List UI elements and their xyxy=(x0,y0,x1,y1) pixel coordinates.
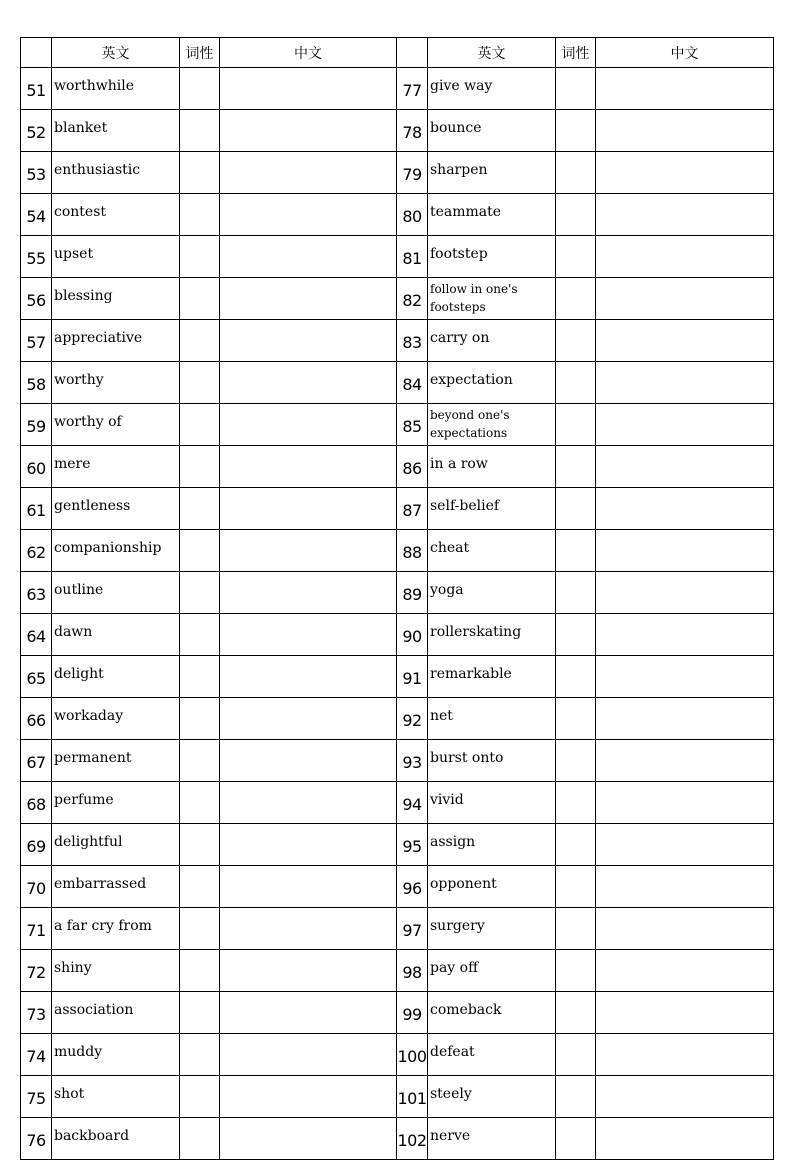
table-row xyxy=(21,1034,774,1076)
english-word: yoga xyxy=(428,572,556,614)
pos-blank[interactable] xyxy=(556,488,596,530)
english-word: rollerskating xyxy=(428,614,556,656)
pos-blank[interactable] xyxy=(180,824,220,866)
chinese-blank[interactable] xyxy=(220,866,397,908)
item-number: 94 xyxy=(397,782,428,824)
chinese-blank[interactable] xyxy=(596,320,774,362)
english-word: delightful xyxy=(52,824,180,866)
chinese-blank[interactable] xyxy=(596,614,774,656)
english-word: opponent xyxy=(428,866,556,908)
chinese-blank[interactable] xyxy=(596,152,774,194)
table-row xyxy=(21,656,774,698)
table-row xyxy=(21,320,774,362)
pos-blank[interactable] xyxy=(556,656,596,698)
pos-blank[interactable] xyxy=(180,446,220,488)
chinese-blank[interactable] xyxy=(596,950,774,992)
pos-blank[interactable] xyxy=(556,908,596,950)
header-number-right xyxy=(397,38,428,68)
chinese-blank[interactable] xyxy=(220,698,397,740)
english-word: sharpen xyxy=(428,152,556,194)
chinese-blank[interactable] xyxy=(596,656,774,698)
english-word: outline xyxy=(52,572,180,614)
english-word: delight xyxy=(52,656,180,698)
chinese-blank[interactable] xyxy=(220,278,397,320)
english-word: mere xyxy=(52,446,180,488)
pos-blank[interactable] xyxy=(180,320,220,362)
pos-blank[interactable] xyxy=(556,278,596,320)
table-row xyxy=(21,908,774,950)
english-word: carry on xyxy=(428,320,556,362)
english-word: bounce xyxy=(428,110,556,152)
chinese-blank[interactable] xyxy=(596,446,774,488)
chinese-blank[interactable] xyxy=(220,320,397,362)
pos-blank[interactable] xyxy=(556,320,596,362)
pos-blank[interactable] xyxy=(180,404,220,446)
english-word: permanent xyxy=(52,740,180,782)
pos-blank[interactable] xyxy=(180,236,220,278)
item-number: 66 xyxy=(21,698,52,740)
vocabulary-table xyxy=(20,37,774,1160)
pos-blank[interactable] xyxy=(556,1034,596,1076)
item-number: 53 xyxy=(21,152,52,194)
chinese-blank[interactable] xyxy=(596,488,774,530)
english-word: self-belief xyxy=(428,488,556,530)
item-number: 87 xyxy=(397,488,428,530)
item-number: 63 xyxy=(21,572,52,614)
chinese-blank[interactable] xyxy=(220,152,397,194)
item-number: 57 xyxy=(21,320,52,362)
item-number: 95 xyxy=(397,824,428,866)
chinese-blank[interactable] xyxy=(220,656,397,698)
english-word: muddy xyxy=(52,1034,180,1076)
chinese-blank[interactable] xyxy=(596,194,774,236)
english-word: steely xyxy=(428,1076,556,1118)
item-number: 102 xyxy=(397,1118,428,1160)
english-word: net xyxy=(428,698,556,740)
item-number: 75 xyxy=(21,1076,52,1118)
english-word: blessing xyxy=(52,278,180,320)
english-word: backboard xyxy=(52,1118,180,1160)
chinese-blank[interactable] xyxy=(220,740,397,782)
english-word: remarkable xyxy=(428,656,556,698)
item-number: 52 xyxy=(21,110,52,152)
item-number: 58 xyxy=(21,362,52,404)
table-row xyxy=(21,1076,774,1118)
chinese-blank[interactable] xyxy=(220,1076,397,1118)
item-number: 65 xyxy=(21,656,52,698)
table-row xyxy=(21,110,774,152)
pos-blank[interactable] xyxy=(180,908,220,950)
item-number: 101 xyxy=(397,1076,428,1118)
table-row xyxy=(21,446,774,488)
pos-blank[interactable] xyxy=(180,68,220,110)
chinese-blank[interactable] xyxy=(596,698,774,740)
pos-blank[interactable] xyxy=(556,824,596,866)
pos-blank[interactable] xyxy=(556,1076,596,1118)
item-number: 60 xyxy=(21,446,52,488)
item-number: 55 xyxy=(21,236,52,278)
english-word: a far cry from xyxy=(52,908,180,950)
english-word: worthy of xyxy=(52,404,180,446)
table-row xyxy=(21,824,774,866)
chinese-blank[interactable] xyxy=(596,1118,774,1160)
pos-blank[interactable] xyxy=(180,992,220,1034)
item-number: 73 xyxy=(21,992,52,1034)
pos-blank[interactable] xyxy=(556,236,596,278)
pos-blank[interactable] xyxy=(556,698,596,740)
pos-blank[interactable] xyxy=(556,572,596,614)
item-number: 67 xyxy=(21,740,52,782)
pos-blank[interactable] xyxy=(180,782,220,824)
english-word: follow in one's footsteps xyxy=(428,278,556,320)
header-english-left: 英文 xyxy=(52,38,180,68)
item-number: 56 xyxy=(21,278,52,320)
english-word: blanket xyxy=(52,110,180,152)
english-word: workaday xyxy=(52,698,180,740)
table-row xyxy=(21,68,774,110)
english-word: burst onto xyxy=(428,740,556,782)
chinese-blank[interactable] xyxy=(220,488,397,530)
pos-blank[interactable] xyxy=(180,866,220,908)
item-number: 51 xyxy=(21,68,52,110)
item-number: 62 xyxy=(21,530,52,572)
item-number: 89 xyxy=(397,572,428,614)
item-number: 71 xyxy=(21,908,52,950)
pos-blank[interactable] xyxy=(556,950,596,992)
table-row xyxy=(21,404,774,446)
header-pos-left: 词性 xyxy=(180,38,220,68)
english-word: dawn xyxy=(52,614,180,656)
item-number: 80 xyxy=(397,194,428,236)
english-word: upset xyxy=(52,236,180,278)
chinese-blank[interactable] xyxy=(220,824,397,866)
pos-blank[interactable] xyxy=(556,446,596,488)
pos-blank[interactable] xyxy=(180,698,220,740)
item-number: 61 xyxy=(21,488,52,530)
chinese-blank[interactable] xyxy=(220,236,397,278)
table-row xyxy=(21,194,774,236)
header-chinese-left: 中文 xyxy=(220,38,397,68)
pos-blank[interactable] xyxy=(180,152,220,194)
item-number: 96 xyxy=(397,866,428,908)
table-row xyxy=(21,488,774,530)
pos-blank[interactable] xyxy=(556,110,596,152)
chinese-blank[interactable] xyxy=(596,908,774,950)
english-word: embarrassed xyxy=(52,866,180,908)
chinese-blank[interactable] xyxy=(596,110,774,152)
pos-blank[interactable] xyxy=(180,950,220,992)
header-pos-right: 词性 xyxy=(556,38,596,68)
table-row xyxy=(21,614,774,656)
english-word: assign xyxy=(428,824,556,866)
chinese-blank[interactable] xyxy=(596,824,774,866)
pos-blank[interactable] xyxy=(180,614,220,656)
chinese-blank[interactable] xyxy=(596,1076,774,1118)
chinese-blank[interactable] xyxy=(596,992,774,1034)
item-number: 64 xyxy=(21,614,52,656)
pos-blank[interactable] xyxy=(556,152,596,194)
english-word: worthwhile xyxy=(52,68,180,110)
english-word: footstep xyxy=(428,236,556,278)
item-number: 81 xyxy=(397,236,428,278)
item-number: 84 xyxy=(397,362,428,404)
chinese-blank[interactable] xyxy=(596,782,774,824)
english-word: surgery xyxy=(428,908,556,950)
item-number: 68 xyxy=(21,782,52,824)
english-word: defeat xyxy=(428,1034,556,1076)
chinese-blank[interactable] xyxy=(220,908,397,950)
pos-blank[interactable] xyxy=(556,1118,596,1160)
pos-blank[interactable] xyxy=(556,614,596,656)
english-word: pay off xyxy=(428,950,556,992)
english-word: companionship xyxy=(52,530,180,572)
item-number: 59 xyxy=(21,404,52,446)
item-number: 72 xyxy=(21,950,52,992)
table-row xyxy=(21,1118,774,1160)
item-number: 76 xyxy=(21,1118,52,1160)
english-word: comeback xyxy=(428,992,556,1034)
chinese-blank[interactable] xyxy=(220,782,397,824)
pos-blank[interactable] xyxy=(180,194,220,236)
chinese-blank[interactable] xyxy=(220,950,397,992)
pos-blank[interactable] xyxy=(180,362,220,404)
chinese-blank[interactable] xyxy=(220,572,397,614)
pos-blank[interactable] xyxy=(556,194,596,236)
item-number: 69 xyxy=(21,824,52,866)
item-number: 83 xyxy=(397,320,428,362)
english-word: enthusiastic xyxy=(52,152,180,194)
item-number: 79 xyxy=(397,152,428,194)
item-number: 93 xyxy=(397,740,428,782)
chinese-blank[interactable] xyxy=(220,446,397,488)
header-row xyxy=(21,38,774,68)
chinese-blank[interactable] xyxy=(220,530,397,572)
table-row xyxy=(21,236,774,278)
pos-blank[interactable] xyxy=(180,110,220,152)
english-word: vivid xyxy=(428,782,556,824)
table-row xyxy=(21,866,774,908)
table-row xyxy=(21,992,774,1034)
english-word: give way xyxy=(428,68,556,110)
header-chinese-right: 中文 xyxy=(596,38,774,68)
english-word: shiny xyxy=(52,950,180,992)
pos-blank[interactable] xyxy=(556,362,596,404)
chinese-blank[interactable] xyxy=(220,362,397,404)
table-row xyxy=(21,740,774,782)
english-word: contest xyxy=(52,194,180,236)
item-number: 77 xyxy=(397,68,428,110)
item-number: 91 xyxy=(397,656,428,698)
pos-blank[interactable] xyxy=(180,530,220,572)
pos-blank[interactable] xyxy=(180,1034,220,1076)
item-number: 88 xyxy=(397,530,428,572)
chinese-blank[interactable] xyxy=(220,404,397,446)
chinese-blank[interactable] xyxy=(220,194,397,236)
english-word: gentleness xyxy=(52,488,180,530)
pos-blank[interactable] xyxy=(180,488,220,530)
chinese-blank[interactable] xyxy=(596,740,774,782)
english-word: worthy xyxy=(52,362,180,404)
item-number: 98 xyxy=(397,950,428,992)
item-number: 86 xyxy=(397,446,428,488)
pos-blank[interactable] xyxy=(556,404,596,446)
english-word: appreciative xyxy=(52,320,180,362)
chinese-blank[interactable] xyxy=(596,236,774,278)
item-number: 74 xyxy=(21,1034,52,1076)
english-word: shot xyxy=(52,1076,180,1118)
chinese-blank[interactable] xyxy=(220,68,397,110)
table-row xyxy=(21,530,774,572)
chinese-blank[interactable] xyxy=(596,68,774,110)
pos-blank[interactable] xyxy=(180,1118,220,1160)
chinese-blank[interactable] xyxy=(220,110,397,152)
table-row xyxy=(21,362,774,404)
chinese-blank[interactable] xyxy=(596,362,774,404)
english-word: teammate xyxy=(428,194,556,236)
pos-blank[interactable] xyxy=(180,740,220,782)
pos-blank[interactable] xyxy=(556,782,596,824)
item-number: 70 xyxy=(21,866,52,908)
english-word: association xyxy=(52,992,180,1034)
english-word: beyond one's expectations xyxy=(428,404,556,446)
item-number: 90 xyxy=(397,614,428,656)
item-number: 92 xyxy=(397,698,428,740)
chinese-blank[interactable] xyxy=(596,1034,774,1076)
chinese-blank[interactable] xyxy=(596,404,774,446)
english-word: in a row xyxy=(428,446,556,488)
chinese-blank[interactable] xyxy=(596,866,774,908)
pos-blank[interactable] xyxy=(180,1076,220,1118)
table-row xyxy=(21,950,774,992)
english-word: nerve xyxy=(428,1118,556,1160)
pos-blank[interactable] xyxy=(556,530,596,572)
chinese-blank[interactable] xyxy=(596,530,774,572)
chinese-blank[interactable] xyxy=(220,1034,397,1076)
pos-blank[interactable] xyxy=(180,656,220,698)
item-number: 100 xyxy=(397,1034,428,1076)
item-number: 54 xyxy=(21,194,52,236)
chinese-blank[interactable] xyxy=(596,278,774,320)
pos-blank[interactable] xyxy=(556,68,596,110)
item-number: 97 xyxy=(397,908,428,950)
table-row xyxy=(21,782,774,824)
table-row xyxy=(21,698,774,740)
table-row xyxy=(21,152,774,194)
english-word: expectation xyxy=(428,362,556,404)
table-row xyxy=(21,278,774,320)
english-word: perfume xyxy=(52,782,180,824)
pos-blank[interactable] xyxy=(180,278,220,320)
item-number: 99 xyxy=(397,992,428,1034)
pos-blank[interactable] xyxy=(180,572,220,614)
item-number: 78 xyxy=(397,110,428,152)
header-english-right: 英文 xyxy=(428,38,556,68)
chinese-blank[interactable] xyxy=(220,1118,397,1160)
item-number: 85 xyxy=(397,404,428,446)
pos-blank[interactable] xyxy=(556,992,596,1034)
item-number: 82 xyxy=(397,278,428,320)
table-row xyxy=(21,572,774,614)
english-word: cheat xyxy=(428,530,556,572)
pos-blank[interactable] xyxy=(556,866,596,908)
chinese-blank[interactable] xyxy=(220,614,397,656)
chinese-blank[interactable] xyxy=(220,992,397,1034)
chinese-blank[interactable] xyxy=(596,572,774,614)
header-number-left xyxy=(21,38,52,68)
pos-blank[interactable] xyxy=(556,740,596,782)
